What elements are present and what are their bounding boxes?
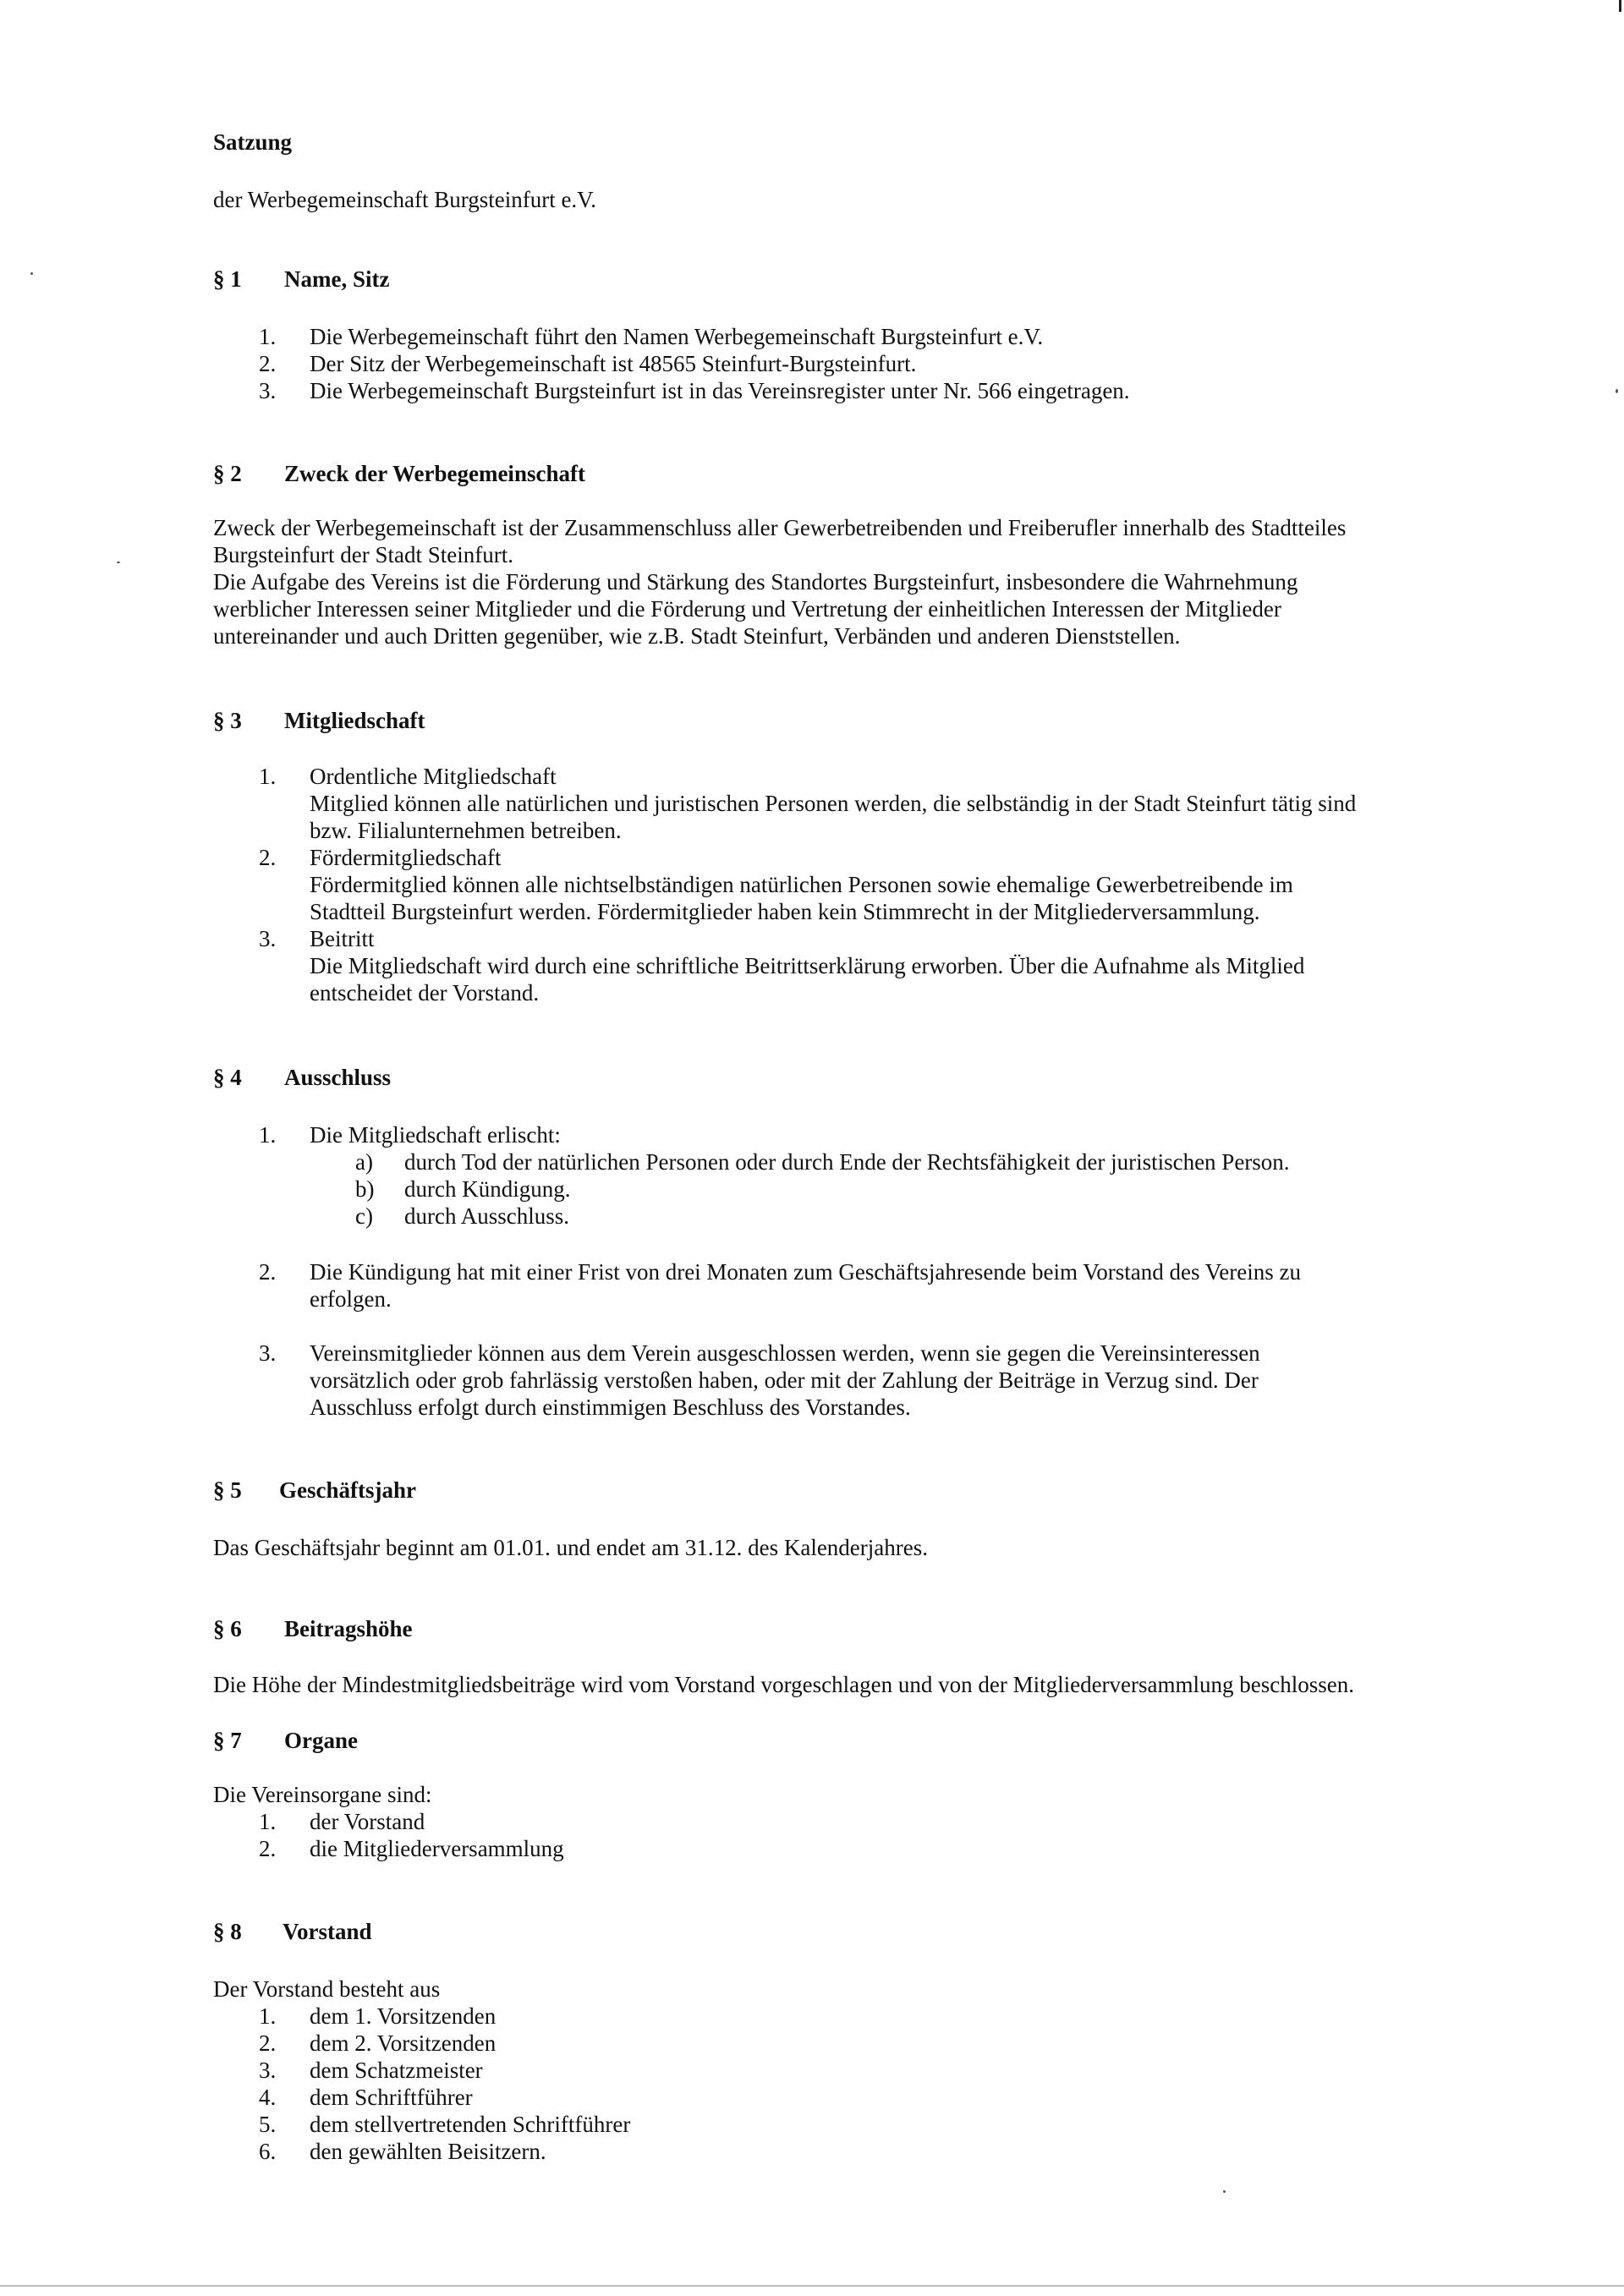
list-item: dem 2. Vorsitzenden — [310, 2030, 497, 2056]
section-number: § 8 — [213, 1919, 242, 1944]
scan-bottom-edge — [0, 2285, 1624, 2287]
section-number: § 5 — [213, 1477, 242, 1503]
sublist-item: durch Kündigung. — [404, 1176, 571, 1202]
paragraph-line: Die Aufgabe des Vereins ist die Förderung und Stärkung des Standortes Burgsteinfurt, insbesondere die Wahrnehmung — [213, 569, 1298, 595]
paragraph-line: werblicher Interessen seiner Mitglieder und die Förderung und Vertretung der einheitlichen Interessen der Mitglieder — [213, 596, 1281, 622]
list-number: 2. — [259, 845, 277, 870]
section-title: Zweck der Werbegemeinschaft — [284, 461, 585, 486]
section-title: Organe — [284, 1728, 358, 1753]
list-item: Die Mitgliedschaft erlischt: — [310, 1122, 561, 1148]
list-number: 2. — [259, 2030, 277, 2056]
list-number: 2. — [259, 351, 277, 376]
list-item-heading: Ordentliche Mitgliedschaft — [310, 764, 557, 789]
section-number: § 1 — [213, 266, 242, 292]
paragraph-line: Der Vorstand besteht aus — [213, 1976, 441, 2002]
section-number: § 2 — [213, 461, 242, 486]
list-item: die Mitgliederversammlung — [310, 1836, 564, 1861]
scan-speck — [30, 272, 33, 275]
list-number: 2. — [259, 1259, 277, 1285]
list-number: 3. — [259, 2058, 277, 2083]
list-item: der Vorstand — [310, 1809, 425, 1834]
list-item: Der Sitz der Werbegemeinschaft ist 48565 Steinfurt-Burgsteinfurt. — [310, 351, 917, 376]
sublist-item: durch Ausschluss. — [404, 1203, 569, 1229]
list-number: 2. — [259, 1836, 277, 1861]
sublist-letter: a) — [355, 1149, 373, 1175]
list-item: Die Werbegemeinschaft Burgsteinfurt ist in das Vereinsregister unter Nr. 566 eingetragen. — [310, 378, 1130, 403]
list-item-text: Ausschluss erfolgt durch einstimmigen Beschluss des Vorstandes. — [310, 1395, 911, 1420]
section-title: Vorstand — [283, 1919, 372, 1944]
section-number: § 7 — [213, 1728, 242, 1753]
list-item-heading: Fördermitgliedschaft — [310, 845, 502, 870]
paragraph-line: Die Vereinsorgane sind: — [213, 1782, 432, 1807]
list-item-text: Die Kündigung hat mit einer Frist von drei Monaten zum Geschäftsjahresende beim Vorstand des Vereins zu — [310, 1259, 1301, 1285]
list-item-text: Fördermitglied können alle nichtselbständigen natürlichen Personen sowie ehemalige Gewerbetreibende im — [310, 872, 1293, 897]
list-item: Die Werbegemeinschaft führt den Namen Werbegemeinschaft Burgsteinfurt e.V. — [310, 324, 1044, 349]
list-item: den gewählten Beisitzern. — [310, 2139, 546, 2164]
sublist-item: durch Tod der natürlichen Personen oder durch Ende der Rechtsfähigkeit der juristischen Person. — [404, 1149, 1290, 1175]
list-number: 3. — [259, 1340, 277, 1366]
section-title: Name, Sitz — [284, 266, 390, 292]
scan-edge-mark — [1619, 0, 1621, 12]
list-number: 4. — [259, 2085, 277, 2110]
list-item-text: Stadtteil Burgsteinfurt werden. Fördermitglieder haben kein Stimmrecht in der Mitgliederversammlung. — [310, 899, 1260, 924]
document-subtitle: der Werbegemeinschaft Burgsteinfurt e.V. — [213, 187, 596, 212]
list-item-text: erfolgen. — [310, 1286, 392, 1312]
section-number: § 4 — [213, 1065, 242, 1090]
list-number: 1. — [259, 764, 277, 789]
section-title: Ausschluss — [284, 1065, 392, 1090]
list-item-text: Mitglied können alle natürlichen und juristischen Personen werden, die selbständig in der Stadt Steinfurt tätig sind — [310, 791, 1357, 816]
scan-speck — [1616, 389, 1618, 393]
list-number: 3. — [259, 378, 277, 403]
section-number: § 3 — [213, 708, 242, 733]
paragraph-line: Zweck der Werbegemeinschaft ist der Zusammenschluss aller Gewerbetreibenden und Freiberufler innerhalb des Stadtteiles — [213, 515, 1347, 540]
list-item-heading: Beitritt — [310, 926, 375, 951]
list-number: 6. — [259, 2139, 277, 2164]
list-item-text: entscheidet der Vorstand. — [310, 980, 540, 1006]
list-item-text: vorsätzlich oder grob fahrlässig verstoßen haben, oder mit der Zahlung der Beiträge in Verzug sind. Der — [310, 1367, 1259, 1393]
list-item: dem 1. Vorsitzenden — [310, 2003, 497, 2029]
list-item: dem Schatzmeister — [310, 2058, 483, 2083]
section-title: Beitragshöhe — [284, 1616, 413, 1641]
section-number: § 6 — [213, 1616, 242, 1641]
document-title: Satzung — [213, 129, 293, 155]
list-item: dem stellvertretenden Schriftführer — [310, 2112, 631, 2137]
list-number: 1. — [259, 1122, 277, 1148]
list-item: dem Schriftführer — [310, 2085, 473, 2110]
scan-speck — [117, 562, 120, 563]
list-item-text: bzw. Filialunternehmen betreiben. — [310, 818, 622, 843]
sublist-letter: b) — [355, 1176, 375, 1202]
list-item-text: Die Mitgliedschaft wird durch eine schriftliche Beitrittserklärung erworben. Über die Aufnahme als Mitglied — [310, 953, 1305, 978]
sublist-letter: c) — [355, 1203, 373, 1229]
paragraph-line: Die Höhe der Mindestmitgliedsbeiträge wird vom Vorstand vorgeschlagen und von der Mitgliederversammlung beschlossen. — [213, 1672, 1354, 1697]
scan-speck — [1223, 2190, 1226, 2193]
list-number: 5. — [259, 2112, 277, 2137]
paragraph-line: Burgsteinfurt der Stadt Steinfurt. — [213, 542, 513, 567]
section-title: Mitgliedschaft — [284, 708, 425, 733]
list-number: 3. — [259, 926, 277, 951]
list-item-text: Vereinsmitglieder können aus dem Verein ausgeschlossen werden, wenn sie gegen die Vereinsinteressen — [310, 1340, 1260, 1366]
paragraph-line: Das Geschäftsjahr beginnt am 01.01. und endet am 31.12. des Kalenderjahres. — [213, 1535, 929, 1560]
list-number: 1. — [259, 1809, 277, 1834]
list-number: 1. — [259, 324, 277, 349]
list-number: 1. — [259, 2003, 277, 2029]
paragraph-line: untereinander und auch Dritten gegenüber, wie z.B. Stadt Steinfurt, Verbänden und anderen Dienststellen. — [213, 623, 1181, 649]
section-title: Geschäftsjahr — [279, 1477, 416, 1503]
